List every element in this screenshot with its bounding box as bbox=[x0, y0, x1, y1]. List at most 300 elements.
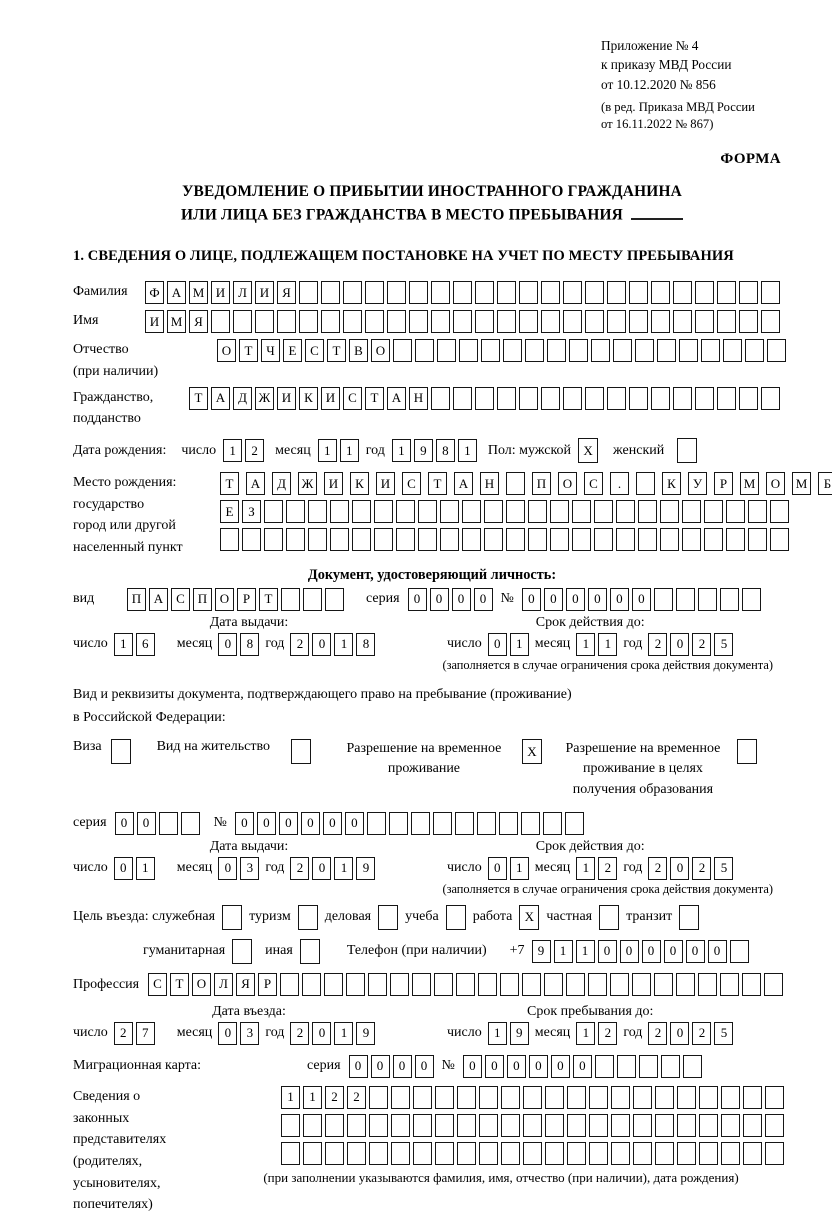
char-box[interactable]: С bbox=[148, 973, 167, 996]
char-box[interactable] bbox=[211, 310, 230, 333]
char-box[interactable] bbox=[462, 528, 481, 551]
char-box[interactable]: Т bbox=[239, 339, 258, 362]
char-box[interactable] bbox=[523, 1142, 542, 1165]
char-box[interactable]: 0 bbox=[708, 940, 727, 963]
char-box[interactable] bbox=[286, 528, 305, 551]
char-box[interactable] bbox=[654, 588, 673, 611]
char-box[interactable] bbox=[281, 1114, 300, 1137]
char-box[interactable]: 0 bbox=[114, 857, 133, 880]
char-box[interactable]: О bbox=[192, 973, 211, 996]
char-box[interactable] bbox=[330, 528, 349, 551]
char-box[interactable] bbox=[255, 310, 274, 333]
char-box[interactable] bbox=[739, 281, 758, 304]
char-box[interactable] bbox=[660, 528, 679, 551]
char-box[interactable]: А bbox=[454, 472, 473, 495]
char-box[interactable] bbox=[281, 1142, 300, 1165]
char-box[interactable] bbox=[523, 1114, 542, 1137]
char-box[interactable] bbox=[346, 973, 365, 996]
char-box[interactable] bbox=[435, 1142, 454, 1165]
char-box[interactable]: 0 bbox=[312, 857, 331, 880]
char-box[interactable]: Т bbox=[189, 387, 208, 410]
sex-female-checkbox[interactable] bbox=[677, 438, 697, 463]
char-box[interactable]: М bbox=[792, 472, 811, 495]
char-box[interactable] bbox=[387, 281, 406, 304]
char-box[interactable] bbox=[477, 812, 496, 835]
char-box[interactable] bbox=[567, 1142, 586, 1165]
char-box[interactable]: А bbox=[211, 387, 230, 410]
char-box[interactable]: А bbox=[167, 281, 186, 304]
char-box[interactable] bbox=[607, 281, 626, 304]
char-box[interactable]: Я bbox=[236, 973, 255, 996]
purpose-tourism-checkbox[interactable] bbox=[298, 905, 318, 930]
char-box[interactable] bbox=[739, 310, 758, 333]
char-box[interactable]: Д bbox=[233, 387, 252, 410]
char-box[interactable] bbox=[286, 500, 305, 523]
char-box[interactable] bbox=[611, 1114, 630, 1137]
char-box[interactable] bbox=[567, 1086, 586, 1109]
char-box[interactable] bbox=[761, 281, 780, 304]
char-box[interactable]: Р bbox=[237, 588, 256, 611]
char-box[interactable]: 6 bbox=[136, 633, 155, 656]
char-box[interactable]: 9 bbox=[414, 439, 433, 462]
char-box[interactable]: Н bbox=[480, 472, 499, 495]
char-box[interactable] bbox=[629, 387, 648, 410]
char-box[interactable] bbox=[673, 281, 692, 304]
char-box[interactable] bbox=[748, 528, 767, 551]
char-box[interactable]: Ч bbox=[261, 339, 280, 362]
char-box[interactable]: А bbox=[149, 588, 168, 611]
char-box[interactable] bbox=[347, 1142, 366, 1165]
char-box[interactable] bbox=[299, 310, 318, 333]
char-box[interactable] bbox=[431, 387, 450, 410]
char-box[interactable]: И bbox=[255, 281, 274, 304]
char-box[interactable] bbox=[528, 528, 547, 551]
char-box[interactable]: Т bbox=[327, 339, 346, 362]
char-box[interactable]: 1 bbox=[510, 633, 529, 656]
char-box[interactable]: 0 bbox=[670, 857, 689, 880]
sex-male-checkbox[interactable]: X bbox=[578, 438, 598, 463]
char-box[interactable]: 1 bbox=[576, 857, 595, 880]
char-box[interactable] bbox=[181, 812, 200, 835]
char-box[interactable]: Ф bbox=[145, 281, 164, 304]
char-box[interactable] bbox=[550, 528, 569, 551]
char-box[interactable]: И bbox=[376, 472, 395, 495]
char-box[interactable] bbox=[455, 812, 474, 835]
char-box[interactable]: 1 bbox=[576, 1022, 595, 1045]
char-box[interactable] bbox=[616, 528, 635, 551]
char-box[interactable]: 0 bbox=[235, 812, 254, 835]
char-box[interactable]: Т bbox=[170, 973, 189, 996]
purpose-other-checkbox[interactable] bbox=[300, 939, 320, 964]
char-box[interactable] bbox=[638, 528, 657, 551]
char-box[interactable] bbox=[572, 500, 591, 523]
char-box[interactable] bbox=[699, 1086, 718, 1109]
char-box[interactable] bbox=[676, 973, 695, 996]
char-box[interactable] bbox=[437, 339, 456, 362]
purpose-study-checkbox[interactable] bbox=[446, 905, 466, 930]
char-box[interactable]: К bbox=[350, 472, 369, 495]
char-box[interactable] bbox=[563, 387, 582, 410]
char-box[interactable] bbox=[264, 528, 283, 551]
char-box[interactable] bbox=[369, 1114, 388, 1137]
char-box[interactable]: К bbox=[662, 472, 681, 495]
purpose-private-checkbox[interactable] bbox=[599, 905, 619, 930]
char-box[interactable] bbox=[698, 973, 717, 996]
char-box[interactable] bbox=[391, 1142, 410, 1165]
char-box[interactable] bbox=[585, 387, 604, 410]
char-box[interactable] bbox=[765, 1114, 784, 1137]
char-box[interactable] bbox=[503, 339, 522, 362]
char-box[interactable] bbox=[412, 973, 431, 996]
char-box[interactable]: 0 bbox=[452, 588, 471, 611]
char-box[interactable] bbox=[743, 1142, 762, 1165]
char-box[interactable]: Т bbox=[259, 588, 278, 611]
char-box[interactable] bbox=[547, 339, 566, 362]
char-box[interactable] bbox=[475, 387, 494, 410]
char-box[interactable]: 0 bbox=[522, 588, 541, 611]
char-box[interactable]: 2 bbox=[325, 1086, 344, 1109]
char-box[interactable] bbox=[635, 339, 654, 362]
char-box[interactable] bbox=[616, 500, 635, 523]
char-box[interactable] bbox=[484, 500, 503, 523]
char-box[interactable]: 2 bbox=[692, 857, 711, 880]
char-box[interactable] bbox=[281, 588, 300, 611]
char-box[interactable] bbox=[639, 1055, 658, 1078]
char-box[interactable] bbox=[699, 1114, 718, 1137]
char-box[interactable]: 2 bbox=[347, 1086, 366, 1109]
char-box[interactable]: 0 bbox=[115, 812, 134, 835]
char-box[interactable]: 5 bbox=[714, 857, 733, 880]
char-box[interactable] bbox=[765, 1086, 784, 1109]
char-box[interactable] bbox=[497, 310, 516, 333]
char-box[interactable]: 2 bbox=[290, 1022, 309, 1045]
char-box[interactable] bbox=[325, 588, 344, 611]
char-box[interactable] bbox=[475, 281, 494, 304]
char-box[interactable]: И bbox=[324, 472, 343, 495]
char-box[interactable] bbox=[325, 1142, 344, 1165]
char-box[interactable]: 0 bbox=[598, 940, 617, 963]
char-box[interactable] bbox=[411, 812, 430, 835]
char-box[interactable] bbox=[453, 387, 472, 410]
char-box[interactable]: 0 bbox=[323, 812, 342, 835]
char-box[interactable] bbox=[457, 1086, 476, 1109]
char-box[interactable]: 1 bbox=[488, 1022, 507, 1045]
char-box[interactable] bbox=[435, 1114, 454, 1137]
char-box[interactable] bbox=[699, 1142, 718, 1165]
char-box[interactable] bbox=[566, 973, 585, 996]
char-box[interactable] bbox=[497, 387, 516, 410]
char-box[interactable]: С bbox=[343, 387, 362, 410]
char-box[interactable]: 1 bbox=[576, 940, 595, 963]
char-box[interactable] bbox=[721, 1086, 740, 1109]
char-box[interactable] bbox=[264, 500, 283, 523]
char-box[interactable] bbox=[434, 973, 453, 996]
char-box[interactable] bbox=[519, 310, 538, 333]
char-box[interactable]: 0 bbox=[393, 1055, 412, 1078]
char-box[interactable]: 8 bbox=[240, 633, 259, 656]
char-box[interactable]: 0 bbox=[279, 812, 298, 835]
char-box[interactable] bbox=[497, 281, 516, 304]
char-box[interactable] bbox=[761, 310, 780, 333]
char-box[interactable] bbox=[629, 281, 648, 304]
temp-residence-edu-checkbox[interactable] bbox=[737, 739, 757, 764]
char-box[interactable]: 0 bbox=[551, 1055, 570, 1078]
char-box[interactable] bbox=[308, 528, 327, 551]
char-box[interactable]: 0 bbox=[415, 1055, 434, 1078]
char-box[interactable] bbox=[633, 1142, 652, 1165]
char-box[interactable] bbox=[550, 500, 569, 523]
char-box[interactable] bbox=[673, 310, 692, 333]
purpose-work-checkbox[interactable]: X bbox=[519, 905, 539, 930]
char-box[interactable]: Р bbox=[258, 973, 277, 996]
char-box[interactable]: В bbox=[349, 339, 368, 362]
char-box[interactable] bbox=[391, 1086, 410, 1109]
char-box[interactable]: 1 bbox=[136, 857, 155, 880]
char-box[interactable] bbox=[610, 973, 629, 996]
char-box[interactable]: Т bbox=[365, 387, 384, 410]
char-box[interactable] bbox=[459, 339, 478, 362]
char-box[interactable]: Л bbox=[214, 973, 233, 996]
char-box[interactable] bbox=[726, 500, 745, 523]
char-box[interactable] bbox=[607, 387, 626, 410]
char-box[interactable] bbox=[638, 500, 657, 523]
char-box[interactable]: 0 bbox=[670, 633, 689, 656]
char-box[interactable] bbox=[501, 1142, 520, 1165]
char-box[interactable]: Я bbox=[189, 310, 208, 333]
char-box[interactable]: 5 bbox=[714, 1022, 733, 1045]
char-box[interactable]: 1 bbox=[223, 439, 242, 462]
char-box[interactable]: 1 bbox=[303, 1086, 322, 1109]
char-box[interactable] bbox=[365, 310, 384, 333]
char-box[interactable] bbox=[478, 973, 497, 996]
purpose-humanitarian-checkbox[interactable] bbox=[232, 939, 252, 964]
char-box[interactable] bbox=[280, 973, 299, 996]
char-box[interactable] bbox=[591, 339, 610, 362]
char-box[interactable] bbox=[479, 1142, 498, 1165]
char-box[interactable]: У bbox=[688, 472, 707, 495]
char-box[interactable]: 2 bbox=[245, 439, 264, 462]
char-box[interactable] bbox=[565, 812, 584, 835]
char-box[interactable] bbox=[617, 1055, 636, 1078]
char-box[interactable]: Ж bbox=[255, 387, 274, 410]
char-box[interactable] bbox=[743, 1114, 762, 1137]
char-box[interactable]: 1 bbox=[392, 439, 411, 462]
char-box[interactable]: И bbox=[277, 387, 296, 410]
char-box[interactable]: Д bbox=[272, 472, 291, 495]
char-box[interactable] bbox=[303, 588, 322, 611]
char-box[interactable] bbox=[519, 387, 538, 410]
char-box[interactable] bbox=[677, 1086, 696, 1109]
char-box[interactable]: 1 bbox=[114, 633, 133, 656]
char-box[interactable]: 0 bbox=[312, 1022, 331, 1045]
char-box[interactable]: 0 bbox=[566, 588, 585, 611]
char-box[interactable] bbox=[233, 310, 252, 333]
char-box[interactable]: 0 bbox=[408, 588, 427, 611]
char-box[interactable] bbox=[387, 310, 406, 333]
char-box[interactable]: 5 bbox=[714, 633, 733, 656]
char-box[interactable] bbox=[501, 1086, 520, 1109]
char-box[interactable] bbox=[588, 973, 607, 996]
char-box[interactable]: Т bbox=[220, 472, 239, 495]
char-box[interactable]: А bbox=[246, 472, 265, 495]
char-box[interactable] bbox=[390, 973, 409, 996]
char-box[interactable] bbox=[655, 1114, 674, 1137]
char-box[interactable] bbox=[374, 528, 393, 551]
char-box[interactable] bbox=[545, 1086, 564, 1109]
char-box[interactable] bbox=[682, 528, 701, 551]
char-box[interactable] bbox=[369, 1086, 388, 1109]
char-box[interactable] bbox=[453, 310, 472, 333]
temp-residence-checkbox[interactable]: X bbox=[522, 739, 542, 764]
char-box[interactable] bbox=[585, 310, 604, 333]
char-box[interactable] bbox=[607, 310, 626, 333]
char-box[interactable] bbox=[431, 281, 450, 304]
char-box[interactable]: М bbox=[189, 281, 208, 304]
char-box[interactable] bbox=[545, 1114, 564, 1137]
char-box[interactable] bbox=[499, 812, 518, 835]
char-box[interactable] bbox=[368, 973, 387, 996]
char-box[interactable] bbox=[343, 281, 362, 304]
char-box[interactable] bbox=[506, 528, 525, 551]
char-box[interactable]: 7 bbox=[136, 1022, 155, 1045]
char-box[interactable]: С bbox=[171, 588, 190, 611]
char-box[interactable] bbox=[682, 500, 701, 523]
char-box[interactable]: Л bbox=[233, 281, 252, 304]
char-box[interactable] bbox=[457, 1142, 476, 1165]
char-box[interactable]: 0 bbox=[349, 1055, 368, 1078]
char-box[interactable] bbox=[435, 1086, 454, 1109]
char-box[interactable]: 2 bbox=[692, 1022, 711, 1045]
char-box[interactable]: 0 bbox=[218, 633, 237, 656]
char-box[interactable] bbox=[431, 310, 450, 333]
char-box[interactable] bbox=[563, 310, 582, 333]
char-box[interactable]: 8 bbox=[356, 633, 375, 656]
char-box[interactable]: 1 bbox=[554, 940, 573, 963]
char-box[interactable] bbox=[611, 1086, 630, 1109]
char-box[interactable] bbox=[742, 588, 761, 611]
char-box[interactable] bbox=[701, 339, 720, 362]
char-box[interactable] bbox=[563, 281, 582, 304]
char-box[interactable] bbox=[660, 500, 679, 523]
char-box[interactable]: 0 bbox=[620, 940, 639, 963]
char-box[interactable]: 9 bbox=[510, 1022, 529, 1045]
char-box[interactable] bbox=[506, 472, 525, 495]
purpose-business-checkbox[interactable] bbox=[378, 905, 398, 930]
char-box[interactable] bbox=[541, 387, 560, 410]
char-box[interactable] bbox=[413, 1142, 432, 1165]
char-box[interactable] bbox=[595, 1055, 614, 1078]
char-box[interactable]: 0 bbox=[529, 1055, 548, 1078]
char-box[interactable] bbox=[409, 281, 428, 304]
char-box[interactable] bbox=[572, 528, 591, 551]
purpose-transit-checkbox[interactable] bbox=[679, 905, 699, 930]
char-box[interactable] bbox=[723, 339, 742, 362]
char-box[interactable]: 2 bbox=[598, 1022, 617, 1045]
char-box[interactable] bbox=[765, 1142, 784, 1165]
char-box[interactable] bbox=[748, 500, 767, 523]
char-box[interactable]: 0 bbox=[670, 1022, 689, 1045]
char-box[interactable]: Е bbox=[220, 500, 239, 523]
char-box[interactable] bbox=[352, 528, 371, 551]
char-box[interactable]: 0 bbox=[507, 1055, 526, 1078]
char-box[interactable] bbox=[720, 973, 739, 996]
char-box[interactable]: 0 bbox=[488, 633, 507, 656]
char-box[interactable] bbox=[676, 588, 695, 611]
char-box[interactable] bbox=[698, 588, 717, 611]
char-box[interactable]: . bbox=[610, 472, 629, 495]
char-box[interactable] bbox=[330, 500, 349, 523]
char-box[interactable] bbox=[325, 1114, 344, 1137]
char-box[interactable] bbox=[745, 339, 764, 362]
char-box[interactable] bbox=[541, 310, 560, 333]
char-box[interactable] bbox=[409, 310, 428, 333]
char-box[interactable] bbox=[347, 1114, 366, 1137]
char-box[interactable] bbox=[567, 1114, 586, 1137]
char-box[interactable]: 0 bbox=[485, 1055, 504, 1078]
char-box[interactable]: 1 bbox=[318, 439, 337, 462]
char-box[interactable]: 2 bbox=[290, 633, 309, 656]
char-box[interactable]: С bbox=[402, 472, 421, 495]
char-box[interactable] bbox=[462, 500, 481, 523]
char-box[interactable] bbox=[396, 528, 415, 551]
char-box[interactable] bbox=[433, 812, 452, 835]
char-box[interactable] bbox=[730, 940, 749, 963]
char-box[interactable] bbox=[770, 500, 789, 523]
char-box[interactable] bbox=[324, 973, 343, 996]
char-box[interactable] bbox=[651, 310, 670, 333]
char-box[interactable] bbox=[764, 973, 783, 996]
char-box[interactable] bbox=[589, 1142, 608, 1165]
char-box[interactable]: Я bbox=[277, 281, 296, 304]
char-box[interactable]: 0 bbox=[610, 588, 629, 611]
char-box[interactable]: 2 bbox=[648, 857, 667, 880]
char-box[interactable] bbox=[589, 1086, 608, 1109]
char-box[interactable] bbox=[761, 387, 780, 410]
char-box[interactable] bbox=[657, 339, 676, 362]
char-box[interactable] bbox=[440, 528, 459, 551]
char-box[interactable]: 0 bbox=[371, 1055, 390, 1078]
visa-checkbox[interactable] bbox=[111, 739, 131, 764]
char-box[interactable] bbox=[522, 973, 541, 996]
char-box[interactable] bbox=[767, 339, 786, 362]
char-box[interactable]: 0 bbox=[686, 940, 705, 963]
char-box[interactable] bbox=[589, 1114, 608, 1137]
char-box[interactable] bbox=[413, 1114, 432, 1137]
char-box[interactable] bbox=[726, 528, 745, 551]
char-box[interactable] bbox=[655, 1142, 674, 1165]
char-box[interactable] bbox=[594, 500, 613, 523]
char-box[interactable]: 1 bbox=[334, 857, 353, 880]
char-box[interactable] bbox=[521, 812, 540, 835]
char-box[interactable] bbox=[717, 310, 736, 333]
char-box[interactable]: И bbox=[211, 281, 230, 304]
char-box[interactable]: 0 bbox=[312, 633, 331, 656]
char-box[interactable] bbox=[594, 528, 613, 551]
char-box[interactable] bbox=[418, 500, 437, 523]
char-box[interactable] bbox=[704, 528, 723, 551]
char-box[interactable] bbox=[303, 1142, 322, 1165]
char-box[interactable]: А bbox=[387, 387, 406, 410]
char-box[interactable] bbox=[633, 1114, 652, 1137]
char-box[interactable] bbox=[365, 281, 384, 304]
char-box[interactable] bbox=[528, 500, 547, 523]
char-box[interactable]: 0 bbox=[301, 812, 320, 835]
char-box[interactable] bbox=[632, 973, 651, 996]
char-box[interactable]: 0 bbox=[488, 857, 507, 880]
char-box[interactable]: 0 bbox=[474, 588, 493, 611]
char-box[interactable] bbox=[525, 339, 544, 362]
char-box[interactable]: 1 bbox=[334, 1022, 353, 1045]
